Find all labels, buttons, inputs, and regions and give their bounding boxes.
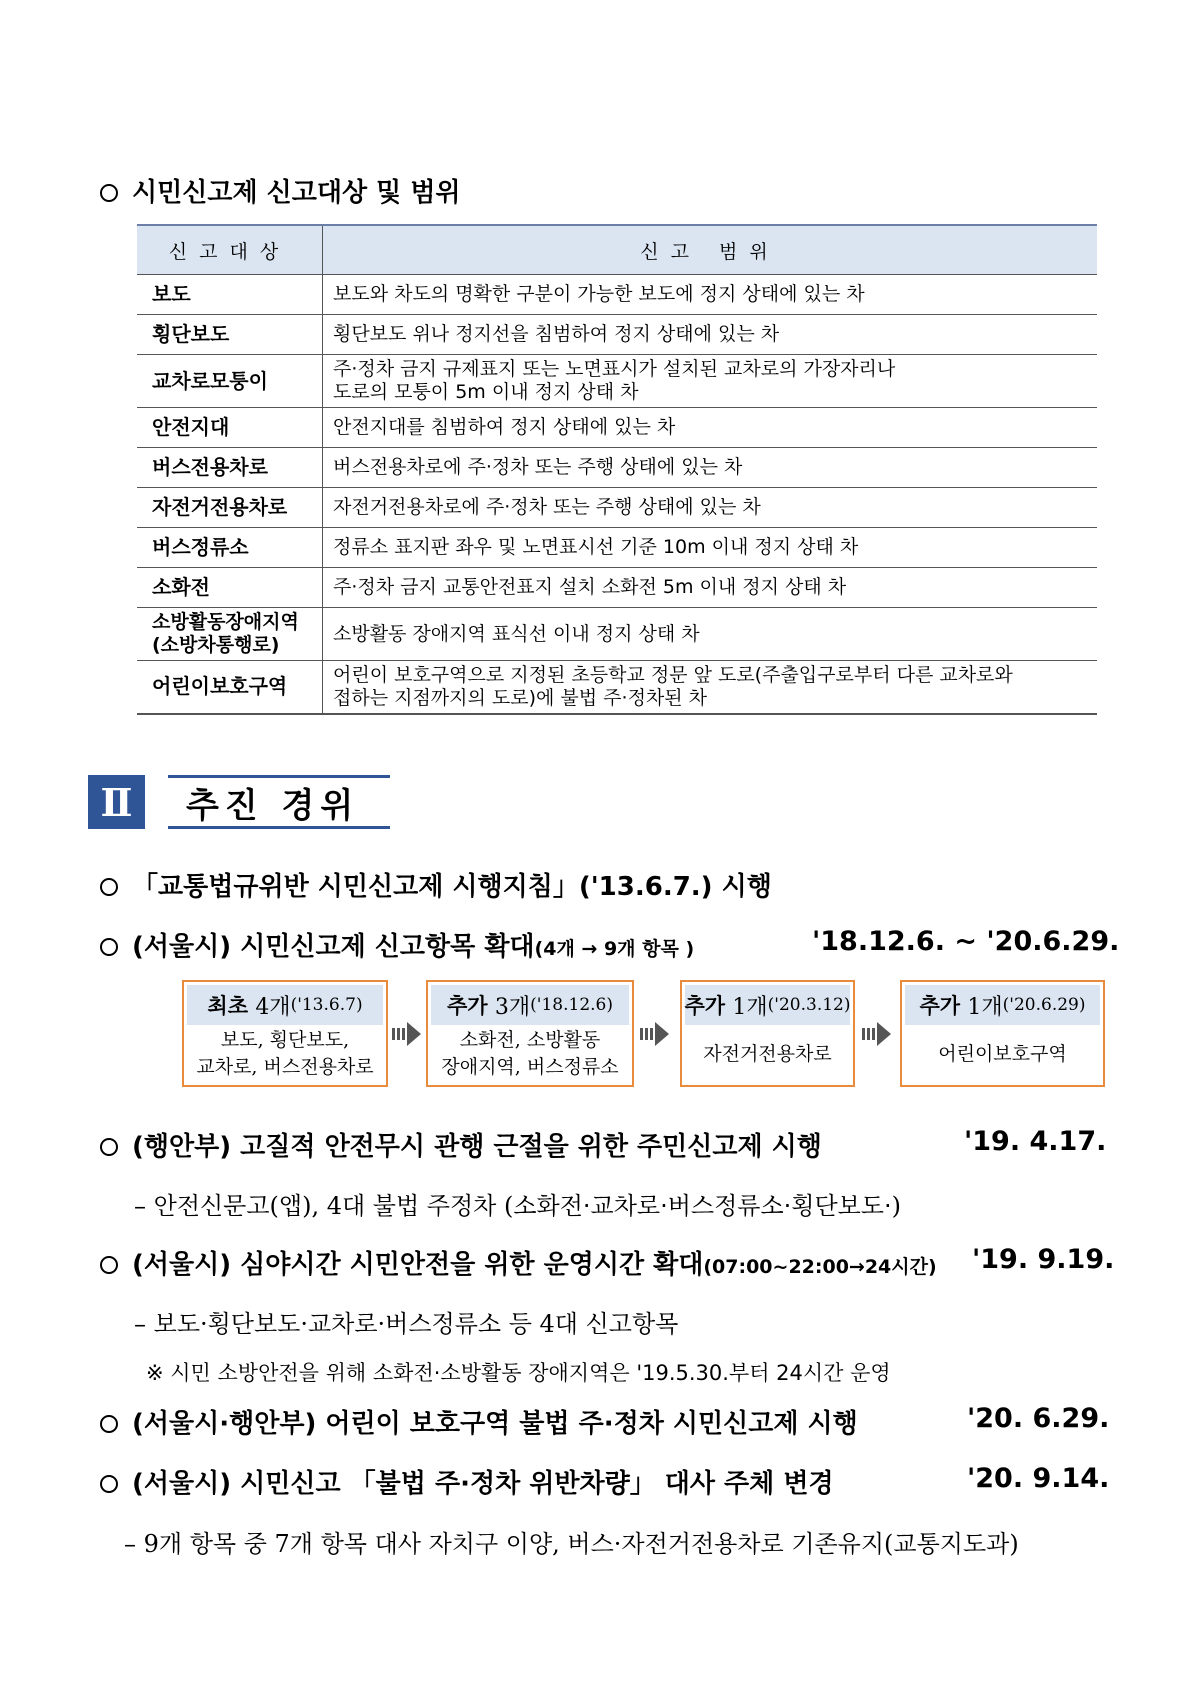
history-date: '19. 4.17. xyxy=(964,1126,1107,1157)
timeline-step-body: 어린이보호구역 xyxy=(938,1042,1067,1065)
row-category: 횡단보도 xyxy=(137,315,323,355)
timeline-step-body: 소화전, 소방활동 장애지역, 버스정류소 xyxy=(441,1029,619,1078)
row-category: 버스정류소 xyxy=(137,528,323,568)
timeline-step xyxy=(182,980,388,1087)
history-subitem: – 안전신문고(앱), 4대 불법 주정차 (소화전·교차로·버스정류소·횡단보도·) xyxy=(134,1192,901,1220)
history-item: (서울시) 시민신고 「불법 주·정차 위반차량」 대사 주체 변경 xyxy=(100,1463,834,1500)
section-number: Ⅱ xyxy=(88,775,145,829)
row-scope: 보도와 차도의 명확한 구분이 가능한 보도에 정지 상태에 있는 차 xyxy=(323,275,1098,315)
row-scope: 버스전용차로에 주·정차 또는 주행 상태에 있는 차 xyxy=(323,448,1098,488)
timeline-step-header: 추가 1개 ('20.6.29) xyxy=(905,985,1100,1025)
table-row xyxy=(137,488,1097,528)
table-row xyxy=(137,408,1097,448)
timeline-step xyxy=(426,980,634,1087)
row-category: 어린이보호구역 xyxy=(137,661,323,714)
timeline-step-header: 추가 1개 ('20.3.12) xyxy=(685,985,850,1025)
row-scope: 주·정차 금지 교통안전표지 설치 소화전 5m 이내 정지 상태 차 xyxy=(323,568,1098,608)
row-scope: 안전지대를 침범하여 정지 상태에 있는 차 xyxy=(323,408,1098,448)
timeline-step xyxy=(900,980,1105,1087)
table-row xyxy=(137,275,1097,315)
row-category: 보도 xyxy=(137,275,323,315)
table-row xyxy=(137,355,1097,408)
history-item: (서울시) 심야시간 시민안전을 위한 운영시간 확대 (07:00~22:00→24시간) xyxy=(100,1244,937,1281)
row-scope: 어린이 보호구역으로 지정된 초등학교 정문 앞 도로(주출입구로부터 다른 교차로와 접하는 지점까지의 도로)에 불법 주·정차된 차 xyxy=(323,661,1098,714)
timeline-step-body: 보도, 횡단보도, 교차로, 버스전용차로 xyxy=(196,1029,374,1078)
step-arrow-icon xyxy=(392,1020,422,1048)
circle-bullet-icon xyxy=(100,1138,118,1156)
circle-bullet-icon xyxy=(100,1415,118,1433)
table-row xyxy=(137,528,1097,568)
row-category: 버스전용차로 xyxy=(137,448,323,488)
history-item: 「교통법규위반 시민신고제 시행지침」('13.6.7.) 시행 xyxy=(100,866,772,903)
row-category: 소화전 xyxy=(137,568,323,608)
history-date: '20. 6.29. xyxy=(967,1403,1110,1434)
history-subitem: – 보도·횡단보도·교차로·버스정류소 등 4대 신고항목 xyxy=(134,1310,679,1338)
table-row xyxy=(137,315,1097,355)
history-item: (행안부) 고질적 안전무시 관행 근절을 위한 주민신고제 시행 xyxy=(100,1126,822,1163)
circle-bullet-icon xyxy=(100,938,118,956)
step-arrow-icon xyxy=(862,1020,892,1048)
timeline-step-header: 추가 3개 ('18.12.6) xyxy=(431,985,629,1025)
section-title: 추진 경위 xyxy=(168,775,390,829)
history-item: (서울시) 시민신고제 신고항목 확대 (4개 → 9개 항목 ) xyxy=(100,926,694,963)
history-item: (서울시·행안부) 어린이 보호구역 불법 주·정차 시민신고제 시행 xyxy=(100,1403,858,1440)
history-date: '19. 9.19. xyxy=(972,1244,1115,1275)
row-scope: 횡단보도 위나 정지선을 침범하여 정지 상태에 있는 차 xyxy=(323,315,1098,355)
row-scope: 소방활동 장애지역 표식선 이내 정지 상태 차 xyxy=(323,608,1098,661)
timeline-step xyxy=(680,980,855,1087)
scope-heading: 시민신고제 신고대상 및 범위 xyxy=(100,172,461,209)
circle-bullet-icon xyxy=(100,184,118,202)
table-row xyxy=(137,661,1097,714)
table-row xyxy=(137,608,1097,661)
history-note: ※ 시민 소방안전을 위해 소화전·소방활동 장애지역은 '19.5.30.부터 24시간 운영 xyxy=(146,1361,891,1385)
circle-bullet-icon xyxy=(100,1256,118,1274)
row-scope: 주·정차 금지 규제표지 또는 노면표시가 설치된 교차로의 가장자리나 도로의 모퉁이 5m 이내 정지 상태 차 xyxy=(323,355,1098,408)
history-date: '18.12.6. ~ '20.6.29. xyxy=(812,926,1120,957)
circle-bullet-icon xyxy=(100,1475,118,1493)
row-scope: 정류소 표지판 좌우 및 노면표시선 기준 10m 이내 정지 상태 차 xyxy=(323,528,1098,568)
row-scope: 자전거전용차로에 주·정차 또는 주행 상태에 있는 차 xyxy=(323,488,1098,528)
row-category: 자전거전용차로 xyxy=(137,488,323,528)
history-subitem: – 9개 항목 중 7개 항목 대사 자치구 이양, 버스·자전거전용차로 기존유지(교통지도과) xyxy=(124,1530,1019,1558)
table-row xyxy=(137,448,1097,488)
table-header-row xyxy=(137,225,1097,275)
history-date: '20. 9.14. xyxy=(967,1463,1110,1494)
step-arrow-icon xyxy=(640,1020,670,1048)
row-category: 안전지대 xyxy=(137,408,323,448)
table-header-scope: 신고 범위 xyxy=(323,225,1098,275)
table-row xyxy=(137,568,1097,608)
timeline-step-header: 최초 4개 ('13.6.7) xyxy=(187,985,383,1025)
row-category: 교차로모퉁이 xyxy=(137,355,323,408)
row-category: 소방활동장애지역 (소방차통행로) xyxy=(137,608,323,661)
timeline-step-body: 자전거전용차로 xyxy=(703,1042,832,1065)
report-scope-table xyxy=(137,224,1097,715)
circle-bullet-icon xyxy=(100,878,118,896)
table-header-category: 신고대상 xyxy=(137,225,323,275)
